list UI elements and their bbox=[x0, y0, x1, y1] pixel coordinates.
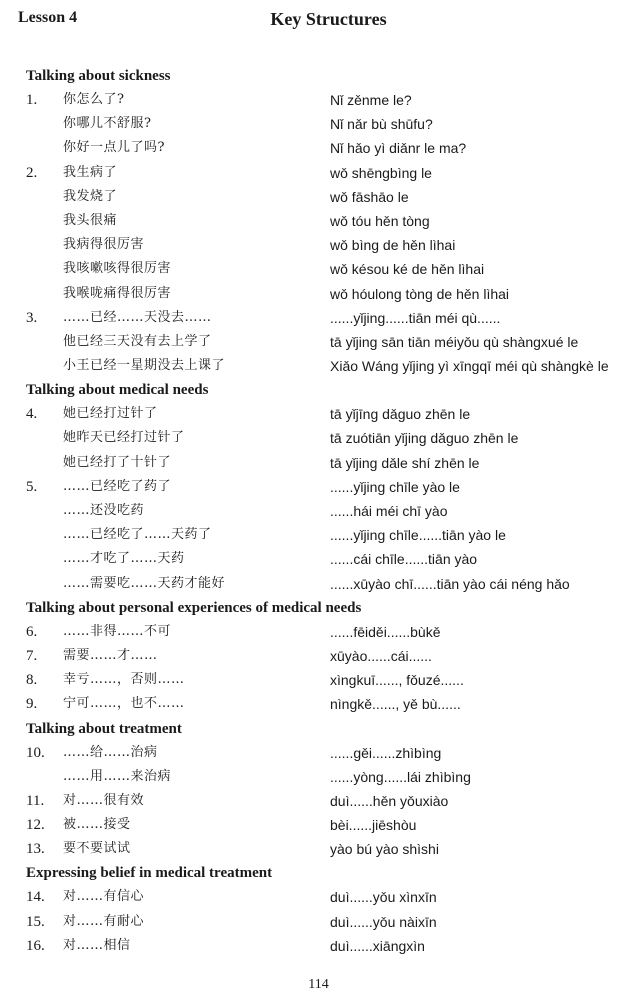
structure-row bbox=[0, 161, 637, 185]
chinese-text: 她已经打过针了 bbox=[63, 406, 158, 422]
pinyin-text: wǒ fāshāo le bbox=[330, 188, 409, 205]
pinyin-text: ......yǐjing chīle......tiān yào le bbox=[330, 527, 506, 544]
structure-row bbox=[0, 620, 637, 644]
pinyin-text: duì......yǒu nàixīn bbox=[330, 913, 437, 930]
chinese-text: ……已经……天没去…… bbox=[63, 309, 212, 325]
structure-row bbox=[0, 306, 637, 330]
pinyin-text: tā yǐjīng dǎguo zhēn le bbox=[330, 406, 471, 423]
pinyin-text: wǒ hóulong tòng de hěn lìhai bbox=[330, 285, 510, 302]
chinese-text: 小王已经一星期没去上课了 bbox=[63, 358, 226, 374]
pinyin-text: ......fēiděi......bùkě bbox=[330, 623, 441, 640]
section-heading: Talking about treatment bbox=[26, 720, 182, 737]
item-number: 7. bbox=[26, 647, 38, 664]
chinese-text: ……给……治病 bbox=[63, 744, 158, 760]
structure-row bbox=[0, 934, 637, 958]
structure-row bbox=[0, 402, 637, 426]
chinese-text: 你怎么了? bbox=[63, 92, 125, 107]
pinyin-text: tā zuótiān yǐjing dǎguo zhēn le bbox=[330, 430, 519, 447]
chinese-text: 对……有耐心 bbox=[63, 913, 145, 929]
pinyin-text: duì......yǒu xìnxīn bbox=[330, 889, 437, 906]
page-title: Key Structures bbox=[270, 9, 387, 29]
chinese-text: 对……很有效 bbox=[63, 792, 145, 808]
chinese-text: 我病得很厉害 bbox=[63, 237, 145, 253]
item-number: 1. bbox=[26, 92, 38, 108]
structure-row bbox=[0, 523, 637, 547]
item-number: 9. bbox=[26, 696, 38, 713]
chinese-text: 对……有信心 bbox=[63, 889, 145, 905]
chinese-text: 你哪儿不舒服? bbox=[63, 116, 152, 132]
structure-row bbox=[0, 885, 637, 909]
structure-row bbox=[0, 88, 637, 112]
pinyin-text: ......hái méi chī yào bbox=[330, 503, 448, 519]
chinese-text: 你好一点儿了吗? bbox=[63, 140, 165, 156]
structure-row bbox=[0, 451, 637, 475]
pinyin-text: wǒ shēngbìng le bbox=[330, 164, 432, 181]
chinese-text: ……已经吃了药了 bbox=[63, 478, 172, 494]
chinese-text: 我头很痛 bbox=[63, 212, 118, 228]
pinyin-text: xūyào......cái...... bbox=[330, 647, 432, 664]
structure-row bbox=[0, 572, 637, 596]
item-number: 10. bbox=[26, 744, 45, 761]
structure-row bbox=[0, 547, 637, 571]
pinyin-text: Nǐ hǎo yì diǎnr le ma? bbox=[330, 140, 467, 157]
chinese-text: 被……接受 bbox=[63, 817, 131, 833]
structure-row bbox=[0, 644, 637, 668]
pinyin-text: tā yǐjing sān tiān méiyǒu qù shàngxué le bbox=[330, 333, 579, 350]
pinyin-text: tā yǐjing dǎle shí zhēn le bbox=[330, 454, 480, 471]
pinyin-text: wǒ késou ké de hěn lìhai bbox=[330, 261, 485, 278]
pinyin-text: Nǐ zěnme le? bbox=[330, 92, 412, 108]
pinyin-text: ......xūyào chī......tiān yào cái néng hǎo bbox=[330, 575, 570, 592]
structure-row bbox=[0, 475, 637, 499]
structure-row bbox=[0, 136, 637, 160]
chinese-text: 对……相信 bbox=[63, 937, 131, 953]
pinyin-text: xìngkuī......, fǒuzé...... bbox=[330, 672, 464, 689]
item-number: 2. bbox=[26, 164, 38, 181]
chinese-text: 她已经打了十针了 bbox=[63, 454, 172, 470]
pinyin-text: nìngkě......, yě bù...... bbox=[330, 696, 461, 713]
item-number: 16. bbox=[26, 937, 45, 954]
structure-row bbox=[0, 692, 637, 716]
item-number: 15. bbox=[26, 913, 45, 930]
structure-row bbox=[0, 499, 637, 523]
chinese-text: 需要……才…… bbox=[63, 647, 158, 663]
chinese-text: ……需要吃……天药才能好 bbox=[63, 575, 226, 591]
page-number: 114 bbox=[308, 977, 329, 992]
structure-row bbox=[0, 209, 637, 233]
chinese-text: 宁可……，也不…… bbox=[63, 696, 185, 712]
structure-row bbox=[0, 426, 637, 450]
item-number: 5. bbox=[26, 478, 38, 495]
item-number: 4. bbox=[26, 406, 38, 423]
pinyin-text: duì......xiāngxìn bbox=[330, 937, 425, 954]
chinese-text: ……用……来治病 bbox=[63, 768, 172, 784]
structure-row bbox=[0, 185, 637, 209]
item-number: 3. bbox=[26, 309, 38, 326]
section-heading: Talking about personal experiences of medical needs bbox=[26, 599, 362, 616]
structure-row bbox=[0, 282, 637, 306]
pinyin-text: duì......hěn yǒuxiào bbox=[330, 792, 449, 809]
chinese-text: 要不要试试 bbox=[63, 841, 131, 857]
pinyin-text: ......yǐjing......tiān méi qù...... bbox=[330, 309, 501, 326]
pinyin-text: wǒ tóu hěn tòng bbox=[330, 212, 430, 229]
pinyin-text: Xiǎo Wáng yǐjing yì xīngqī méi qù shàngkè le bbox=[330, 358, 609, 375]
lesson-label: Lesson 4 bbox=[18, 9, 78, 26]
structure-row bbox=[0, 257, 637, 281]
item-number: 14. bbox=[26, 889, 45, 906]
chinese-text: 我喉咙痛得很厉害 bbox=[63, 285, 172, 301]
pinyin-text: ......cái chīle......tiān yào bbox=[330, 551, 478, 568]
chinese-text: ……才吃了……天药 bbox=[63, 551, 185, 567]
section-heading: Talking about sickness bbox=[26, 68, 171, 84]
item-number: 12. bbox=[26, 817, 45, 834]
item-number: 8. bbox=[26, 672, 38, 689]
section-heading: Expressing belief in medical treatment bbox=[26, 865, 273, 882]
pinyin-text: ......yòng......lái zhìbìng bbox=[330, 768, 471, 785]
pinyin-text: Nǐ nǎr bù shūfu? bbox=[330, 116, 433, 133]
chinese-text: 她昨天已经打过针了 bbox=[63, 430, 185, 446]
structure-row bbox=[0, 354, 637, 378]
structure-row bbox=[0, 741, 637, 765]
structure-row bbox=[0, 813, 637, 837]
chinese-text: ……非得……不可 bbox=[63, 623, 172, 639]
structure-row bbox=[0, 112, 637, 136]
structure-row bbox=[0, 330, 637, 354]
pinyin-text: ......yǐjing chīle yào le bbox=[330, 478, 460, 495]
chinese-text: 我发烧了 bbox=[63, 188, 118, 204]
pinyin-text: yào bú yào shìshi bbox=[330, 841, 439, 858]
item-number: 11. bbox=[26, 792, 45, 809]
structure-row bbox=[0, 910, 637, 934]
item-number: 6. bbox=[26, 623, 38, 640]
structure-row bbox=[0, 233, 637, 257]
section-heading: Talking about medical needs bbox=[26, 382, 209, 399]
chinese-text: 他已经三天没有去上学了 bbox=[63, 333, 212, 349]
key-structures-list bbox=[0, 64, 637, 958]
structure-row bbox=[0, 837, 637, 861]
chinese-text: 幸亏……，否则…… bbox=[63, 672, 185, 688]
pinyin-text: bèi......jiēshòu bbox=[330, 817, 417, 834]
item-number: 13. bbox=[26, 841, 45, 858]
structure-row bbox=[0, 765, 637, 789]
structure-row bbox=[0, 668, 637, 692]
chinese-text: ……已经吃了……天药了 bbox=[63, 527, 212, 543]
structure-row bbox=[0, 789, 637, 813]
chinese-text: 我生病了 bbox=[63, 164, 118, 180]
pinyin-text: wǒ bìng de hěn lìhai bbox=[330, 237, 456, 254]
chinese-text: ……还没吃药 bbox=[63, 503, 145, 518]
chinese-text: 我咳嗽咳得很厉害 bbox=[63, 261, 172, 277]
pinyin-text: ......gěi......zhìbìng bbox=[330, 744, 442, 761]
